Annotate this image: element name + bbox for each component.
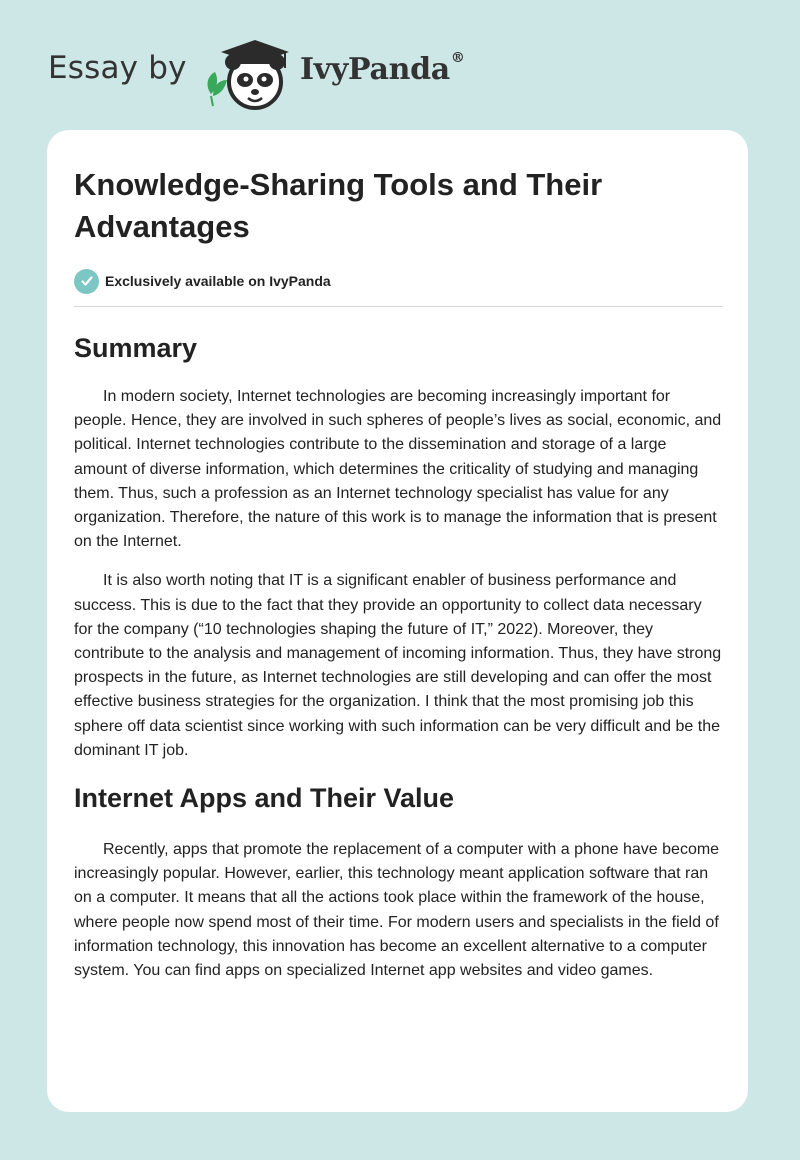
site-header: [48, 34, 748, 114]
essay-card: [47, 130, 748, 1112]
section-heading-summary: Summary: [74, 333, 198, 363]
section-heading-internet-apps: Internet Apps and Their Value: [74, 783, 455, 814]
badge-text: Exclusively available on IvyPanda: [105, 273, 331, 289]
essay-content: [74, 164, 724, 983]
panda-graduate-icon[interactable]: [203, 34, 299, 114]
brand-name[interactable]: [300, 52, 465, 87]
leaf-icon: [208, 72, 227, 106]
divider: [74, 306, 723, 307]
paragraph: It is also worth noting that IT is a significant enabler of business performance and success. This is due to the fact that they provide an opportunity to collect data necessary for the company (“10 technologies shaping the future of IT,” 2022). Moreover, they contribute to the analysis and management of incoming information. Thus, they have strong prospects in the future, as Internet technologies are still developing and can offer the most effective business strategies for the organization. I think that the most promising job this sphere off data scientist since working with such information can be very difficult and be the dominant IT job.: [74, 572, 722, 759]
paragraph: Recently, apps that promote the replacement of a computer with a phone have become increasingly popular. However, earlier, this technology meant application software that ran on a computer. It means that all the actions took place within the framework of the house, where people now spend most of their time. For modern users and specialists in the field of information technology, this innovation has become an excellent alternative to a computer system. You can find apps on specialized Internet app websites and video games.: [74, 841, 720, 980]
paragraph: In modern society, Internet technologies are becoming increasingly important for people. Hence, they are involved in such spheres of people’s lives as social, economic, and political. Internet technologies contribute to the dissemination and storage of a large amount of diverse information, which determines the criticality of studying and managing them. Thus, such a profession as an Internet technology specialist has value for any organization. Therefore, the nature of this work is to manage the information that is present on the Internet.: [74, 388, 722, 551]
exclusive-badge: [74, 268, 724, 294]
registered-mark: ®: [450, 50, 465, 66]
check-circle-icon: [74, 269, 99, 294]
essay-title: Knowledge-Sharing Tools and Their Advantages: [74, 167, 603, 244]
essay-by-label: Essay by: [48, 50, 187, 86]
brand-name-text: IvyPanda: [300, 52, 450, 87]
